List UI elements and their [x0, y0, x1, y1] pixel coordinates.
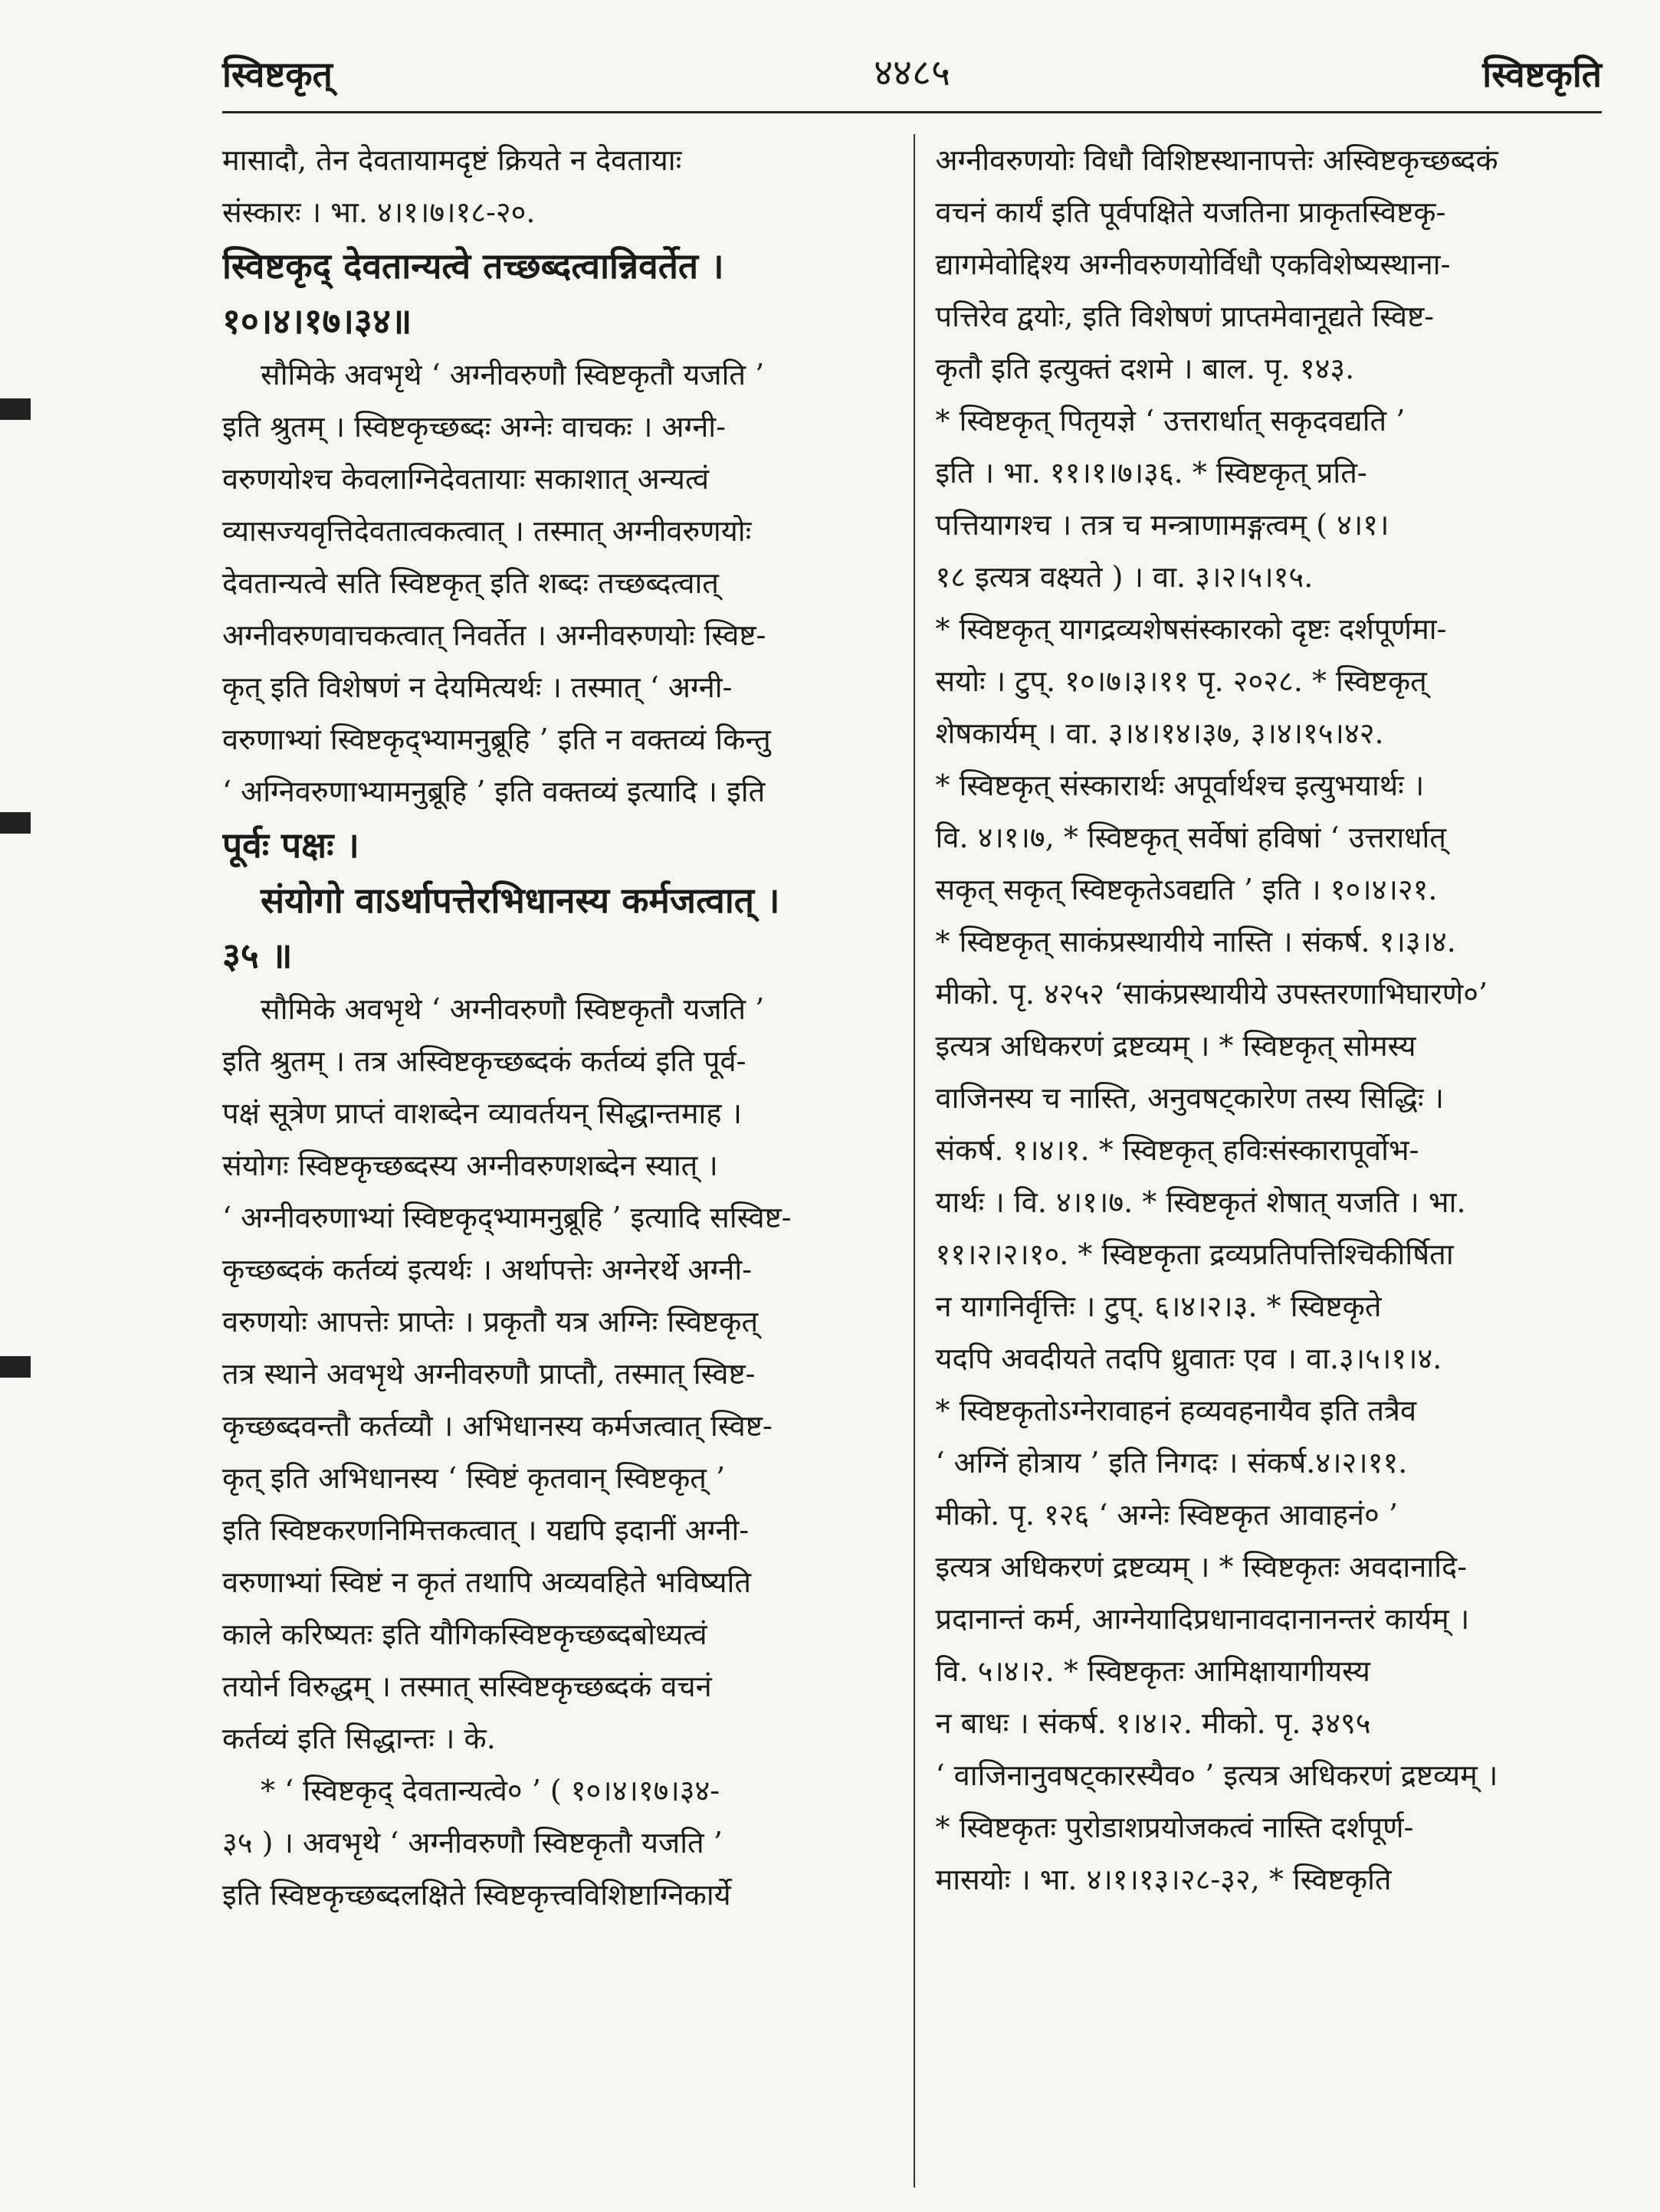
margin-mark [0, 398, 31, 420]
right-column-line: अग्नीवरुणयोः विधौ विशिष्टस्थानापत्तेः अस्विष्टकृच्छब्दकं [935, 143, 1498, 177]
right-column-line: पत्तिरेव द्वयोः, इति विशेषणं प्राप्तमेवानूद्यते स्विष्ट- [935, 300, 1435, 333]
right-column-line: ११।२।२।१०. * स्विष्टकृता द्रव्यप्रतिपत्तिश्चिकीर्षिता [935, 1237, 1454, 1271]
left-column-line: कृत् इति अभिधानस्य ‘ स्विष्टं कृतवान् स्विष्टकृत् ’ [222, 1461, 726, 1495]
text-columns [222, 134, 1602, 2187]
left-column-line: तयोर्न विरुद्धम् । तस्मात् सस्विष्टकृच्छब्दकं वचनं [222, 1670, 712, 1703]
left-column-line: सौमिके अवभृथे ‘ अग्नीवरुणौ स्विष्टकृतौ यजति ’ [261, 358, 765, 392]
right-column-line: द्यागमेवोद्दिश्य अग्नीवरुणयोर्विधौ एकविशेष्यस्थाना- [935, 247, 1451, 281]
right-column-line: ‘ वाजिनानुवषट्कारस्यैव० ’ इत्यत्र अधिकरणं द्रष्टव्यम् । [935, 1758, 1498, 1792]
right-column-line: * स्विष्टकृत् साकंप्रस्थायीये नास्ति । संकर्ष. १।३।४. [935, 925, 1456, 959]
page-header [222, 42, 1602, 113]
left-column-line: * ‘ स्विष्टकृद् देवतान्यत्वे० ’ ( १०।४।१७।३४- [261, 1774, 720, 1807]
right-column-line: इति । भा. ११।१।७।३६. * स्विष्टकृत् प्रति- [935, 456, 1367, 490]
right-column-line: पत्तियागश्च । तत्र च मन्त्राणामङ्गत्वम् ( ४।१। [935, 508, 1389, 542]
right-column-line: * स्विष्टकृत् पितृयज्ञे ‘ उत्तरार्धात् सकृदवद्यति ’ [935, 404, 1406, 437]
left-column-line: व्यासज्यवृत्तिदेवतात्वकत्वात् । तस्मात् अग्नीवरुणयोः [222, 514, 752, 548]
right-column-line: यदपि अवदीयते तदपि ध्रुवातः एव । वा.३।५।१।४. [935, 1342, 1442, 1375]
left-column-line: ३५ ॥ [222, 935, 293, 976]
right-column-line: शेषकार्यम् । वा. ३।४।१४।३७, ३।४।१५।४२. [935, 716, 1384, 750]
left-column-line: तत्र स्थाने अवभृथे अग्नीवरुणौ प्राप्तौ, तस्मात् स्विष्ट- [222, 1357, 756, 1391]
left-column-line: वरुणयोश्च केवलाग्निदेवतायाः सकाशात् अन्यत्वं [222, 462, 710, 496]
page-number: ४४८५ [874, 51, 950, 94]
right-column-line: वाजिनस्य च नास्ति, अनुवषट्कारेण तस्य सिद्धिः । [935, 1081, 1445, 1115]
right-column-line: न बाधः । संकर्ष. १।४।२. मीको. पृ. ३४९५ [935, 1706, 1371, 1740]
left-column-line: संस्कारः । भा. ४।१।७।१८-२०. [222, 195, 536, 229]
header-right-term: स्विष्टकृति [1482, 54, 1602, 95]
left-column [222, 134, 906, 2187]
right-column-line: प्रदानान्तं कर्म, आग्नेयादिप्रधानावदानानन्तरं कार्यम् । [935, 1602, 1470, 1636]
right-column-line: सकृत् सकृत् स्विष्टकृतेऽवद्यति ’ इति । १०।४।२१. [935, 873, 1438, 906]
right-column [923, 134, 1602, 2187]
right-column-line: * स्विष्टकृत् संस्कारार्थः अपूर्वार्थश्च इत्युभयार्थः । [935, 768, 1425, 802]
right-column-line: * स्विष्टकृतोऽग्नेरावाहनं हव्यवहनायैव इति तत्रैव [935, 1394, 1417, 1427]
left-column-line: संयोगो वाऽर्थापत्तेरभिधानस्य कर्मजत्वात् । [261, 880, 780, 921]
column-divider [914, 134, 916, 2187]
left-column-line: कृच्छब्दकं कर्तव्यं इत्यर्थः । अर्थापत्तेः अग्नेरर्थे अग्नी- [222, 1253, 753, 1286]
left-column-line: इति स्विष्टकृच्छब्दलक्षिते स्विष्टकृत्त्वविशिष्टाग्निकार्ये [222, 1878, 731, 1912]
right-column-line: ‘ अग्निं होत्राय ’ इति निगदः । संकर्ष.४।२।११. [935, 1446, 1408, 1480]
right-column-line: सयोः । टुप्. १०।७।३।११ पृ. २०२८. * स्विष्टकृत् [935, 664, 1427, 698]
right-column-line: मासयोः । भा. ४।१।१३।२८-३२, * स्विष्टकृति [935, 1863, 1392, 1896]
left-column-line: इति स्विष्टकरणनिमित्तकत्वात् । यद्यपि इदानीं अग्नी- [222, 1513, 750, 1547]
left-column-line: कृच्छब्दवन्तौ कर्तव्यौ । अभिधानस्य कर्मजत्वात् स्विष्ट- [222, 1409, 773, 1443]
right-column-line: मीको. पृ. १२६ ‘ अग्नेः स्विष्टकृत आवाहनं० ’ [935, 1498, 1398, 1532]
right-column-line: न यागनिर्वृत्तिः । टुप्. ६।४।२।३. * स्विष्टकृते [935, 1290, 1382, 1323]
right-column-line: इत्यत्र अधिकरणं द्रष्टव्यम् । * स्विष्टकृत् सोमस्य [935, 1029, 1416, 1063]
margin-mark [0, 812, 31, 834]
left-column-line: कर्तव्यं इति सिद्धान्तः । के. [222, 1722, 496, 1755]
left-column-line: वरुणाभ्यां स्विष्टकृद्भ्यामनुब्रूहि ’ इति न वक्तव्यं किन्तु [222, 723, 771, 756]
right-column-line: वि. ४।१।७, * स्विष्टकृत् सर्वेषां हविषां ‘ उत्तरार्धात् [935, 821, 1447, 854]
right-column-line: कृतौ इति इत्युक्तं दशमे । बाल. पृ. १४३. [935, 352, 1355, 385]
right-column-line: यार्थः । वि. ४।१।७. * स्विष्टकृतं शेषात् यजति । भा. [935, 1185, 1466, 1219]
left-column-line: ‘ अग्निवरुणाभ्यामनुब्रूहि ’ इति वक्तव्यं इत्यादि । इति [222, 775, 766, 808]
left-column-line: ‘ अग्नीवरुणाभ्यां स्विष्टकृद्भ्यामनुब्रूहि ’ इत्यादि सस्विष्ट- [222, 1201, 792, 1234]
right-column-line: वचनं कार्यं इति पूर्वपक्षिते यजतिना प्राकृतस्विष्टकृ- [935, 195, 1446, 229]
left-column-line: अग्नीवरुणवाचकत्वात् निवर्तेत । अग्नीवरुणयोः स्विष्ट- [222, 618, 766, 652]
right-column-line: १८ इत्यत्र वक्ष्यते ) । वा. ३।२।५।१५. [935, 560, 1314, 594]
document-page [222, 42, 1602, 2187]
left-column-line: स्विष्टकृद् देवतान्यत्वे तच्छब्दत्वान्निवर्तेत । [222, 245, 724, 287]
left-column-line: पक्षं सूत्रेण प्राप्तं वाशब्देन व्यावर्तयन् सिद्धान्तमाह । [222, 1096, 743, 1130]
left-column-line: संयोगः स्विष्टकृच्छब्दस्य अग्नीवरुणशब्देन स्यात् । [222, 1149, 718, 1182]
right-column-line: * स्विष्टकृतः पुरोडाशप्रयोजकत्वं नास्ति दर्शपूर्ण- [935, 1811, 1414, 1844]
left-column-line: देवतान्यत्वे सति स्विष्टकृत् इति शब्दः तच्छब्दत्वात् [222, 566, 719, 600]
header-left-term: स्विष्टकृत् [222, 54, 333, 95]
left-column-line: ३५ ) । अवभृथे ‘ अग्नीवरुणौ स्विष्टकृतौ यजति ’ [222, 1826, 723, 1860]
left-column-line: कृत् इति विशेषणं न देयमित्यर्थः । तस्मात् ‘ अग्नी- [222, 670, 733, 704]
right-column-line: मीको. पृ. ४२५२ ‘साकंप्रस्थायीये उपस्तरणाभिघारणे०’ [935, 977, 1488, 1011]
right-column-line: इत्यत्र अधिकरणं द्रष्टव्यम् । * स्विष्टकृतः अवदानादि- [935, 1550, 1468, 1584]
right-column-line: * स्विष्टकृत् यागद्रव्यशेषसंस्कारको दृष्टः दर्शपूर्णमा- [935, 612, 1447, 646]
left-column-line: काले करिष्यतः इति यौगिकस्विष्टकृच्छब्दबोध्यत्वं [222, 1617, 707, 1651]
right-column-line: संकर्ष. १।४।१. * स्विष्टकृत् हविःसंस्कारापूर्वोभ- [935, 1133, 1419, 1167]
left-column-line: १०।४।१७।३४॥ [222, 300, 412, 342]
left-column-line: इति श्रुतम् । तत्र अस्विष्टकृच्छब्दकं कर्तव्यं इति पूर्व- [222, 1044, 746, 1078]
right-column-line: वि. ५।४।२. * स्विष्टकृतः आमिक्षायागीयस्य [935, 1654, 1370, 1688]
left-column-line: पूर्वः पक्षः । [222, 824, 359, 866]
left-column-line: सौमिके अवभृथे ‘ अग्नीवरुणौ स्विष्टकृतौ यजति ’ [261, 992, 765, 1026]
left-column-line: मासादौ, तेन देवतायामदृष्टं क्रियते न देवतायाः [222, 143, 682, 177]
margin-mark [0, 1356, 31, 1378]
left-column-line: इति श्रुतम् । स्विष्टकृच्छब्दः अग्नेः वाचकः । अग्नी- [222, 410, 726, 444]
left-column-line: वरुणाभ्यां स्विष्टं न कृतं तथापि अव्यवहिते भविष्यति [222, 1565, 752, 1599]
left-column-line: वरुणयोः आपत्तेः प्राप्तेः । प्रकृतौ यत्र अग्निः स्विष्टकृत् [222, 1305, 759, 1339]
